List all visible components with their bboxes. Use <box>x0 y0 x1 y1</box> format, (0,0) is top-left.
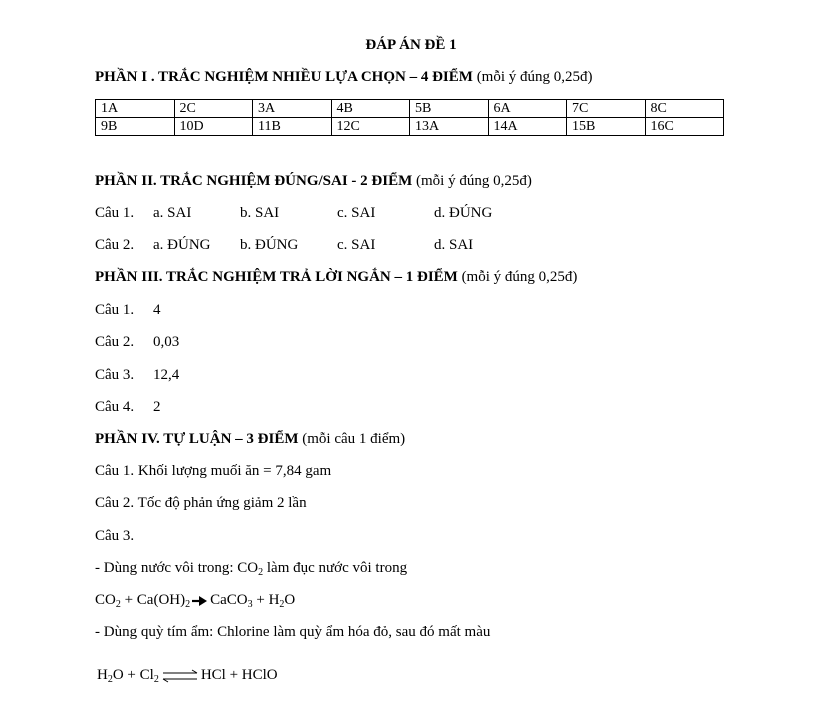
option-a: a. SAI <box>153 205 192 221</box>
question-label: Câu 1. <box>95 463 135 479</box>
question-label: Câu 2. <box>95 495 135 511</box>
line-text: - Dùng nước vôi trong: CO <box>95 560 259 576</box>
page-title: ĐÁP ÁN ĐỀ 1 <box>365 37 457 53</box>
part1-note: (mỗi ý đúng 0,25đ) <box>476 69 593 85</box>
part1-heading: PHẦN I . TRẮC NGHIỆM NHIỀU LỰA CHỌN – 4 ĐIỂM <box>95 69 473 85</box>
reaction-arrow-icon <box>192 595 208 607</box>
formula-part: CaCO <box>210 592 248 608</box>
formula-part: + Ca(OH) <box>120 592 186 608</box>
table-cell: 4B <box>331 100 410 118</box>
part1-heading-line <box>95 68 593 86</box>
part2-heading-line <box>95 172 532 190</box>
table-cell: 16C <box>645 118 724 136</box>
formula-part: O + Cl <box>112 667 154 683</box>
question-label: Câu 2. <box>95 334 135 350</box>
table-cell: 9B <box>96 118 175 136</box>
table-cell: 6A <box>488 100 567 118</box>
table-cell: 3A <box>253 100 332 118</box>
part4-question-2 <box>95 494 307 512</box>
answer-value: 4 <box>153 302 161 318</box>
subscript: 2 <box>185 599 191 610</box>
option-a: a. ĐÚNG <box>153 237 211 253</box>
formula-part: HCl + HClO <box>200 667 278 683</box>
question-label: Câu 1. <box>95 302 135 318</box>
equation-co2-limewater <box>95 591 295 609</box>
formula-part: CO <box>95 592 116 608</box>
answer-text: Khối lượng muối ăn = 7,84 gam <box>137 463 332 479</box>
part2-question-2 <box>95 236 595 254</box>
subscript: 2 <box>153 674 159 685</box>
table-cell: 7C <box>567 100 646 118</box>
table-cell: 10D <box>174 118 253 136</box>
subscript: 2 <box>279 599 285 610</box>
option-d: d. SAI <box>434 237 474 253</box>
part4-question-1 <box>95 462 331 480</box>
table-cell: 11B <box>253 118 332 136</box>
table-cell: 2C <box>174 100 253 118</box>
subscript: 2 <box>115 599 121 610</box>
table-row <box>96 118 724 136</box>
subscript: 2 <box>258 567 264 578</box>
subscript: 3 <box>247 599 253 610</box>
part4-question-3-label: Câu 3. <box>95 528 135 544</box>
part4-heading-line <box>95 430 405 448</box>
part2-heading: PHẦN II. TRẮC NGHIỆM ĐÚNG/SAI - 2 ĐIỂM <box>95 173 413 189</box>
line-text: làm đục nước vôi trong <box>263 560 408 576</box>
table-cell: 1A <box>96 100 175 118</box>
question-label: Câu 1. <box>95 205 135 221</box>
option-c: c. SAI <box>337 205 376 221</box>
answer-value: 0,03 <box>153 334 180 350</box>
option-b: b. SAI <box>240 205 280 221</box>
option-b: b. ĐÚNG <box>240 237 299 253</box>
table-cell: 5B <box>410 100 489 118</box>
subscript: 2 <box>107 674 113 685</box>
part4-note: (mỗi câu 1 điểm) <box>302 431 406 447</box>
part3-answer-4 <box>95 398 295 416</box>
limewater-test-line <box>95 559 407 577</box>
formula-part: + H <box>252 592 280 608</box>
part2-question-1 <box>95 204 595 222</box>
answer-table <box>95 99 724 136</box>
litmus-test-line: - Dùng quỳ tím ẩm: Chlorine làm quỳ ẩm hóa đỏ, sau đó mất màu <box>95 624 491 640</box>
table-cell: 8C <box>645 100 724 118</box>
part3-answer-3 <box>95 366 295 384</box>
option-d: d. ĐÚNG <box>434 205 493 221</box>
part3-heading: PHẦN III. TRẮC NGHIỆM TRẢ LỜI NGẮN – 1 ĐIỂM <box>95 269 458 285</box>
question-label: Câu 4. <box>95 399 135 415</box>
part3-answer-1 <box>95 301 295 319</box>
part4-heading: PHẦN IV. TỰ LUẬN – 3 ĐIỂM <box>95 431 299 447</box>
equilibrium-arrow-icon <box>161 669 199 683</box>
part3-note: (mỗi ý đúng 0,25đ) <box>461 269 578 285</box>
table-cell: 13A <box>410 118 489 136</box>
question-label: Câu 3. <box>95 367 135 383</box>
part3-heading-line <box>95 268 577 286</box>
question-label: Câu 2. <box>95 237 135 253</box>
answer-text: Tốc độ phản ứng giảm 2 lần <box>137 495 307 511</box>
answer-value: 2 <box>153 399 161 415</box>
table-row <box>96 100 724 118</box>
part3-answer-2 <box>95 333 295 351</box>
table-cell: 14A <box>488 118 567 136</box>
option-c: c. SAI <box>337 237 376 253</box>
part2-note: (mỗi ý đúng 0,25đ) <box>416 173 532 189</box>
formula-part: O <box>284 592 296 608</box>
formula-part: H <box>97 667 108 683</box>
answer-value: 12,4 <box>153 367 180 383</box>
table-cell: 12C <box>331 118 410 136</box>
equation-chlorine-water <box>97 666 278 684</box>
table-cell: 15B <box>567 118 646 136</box>
